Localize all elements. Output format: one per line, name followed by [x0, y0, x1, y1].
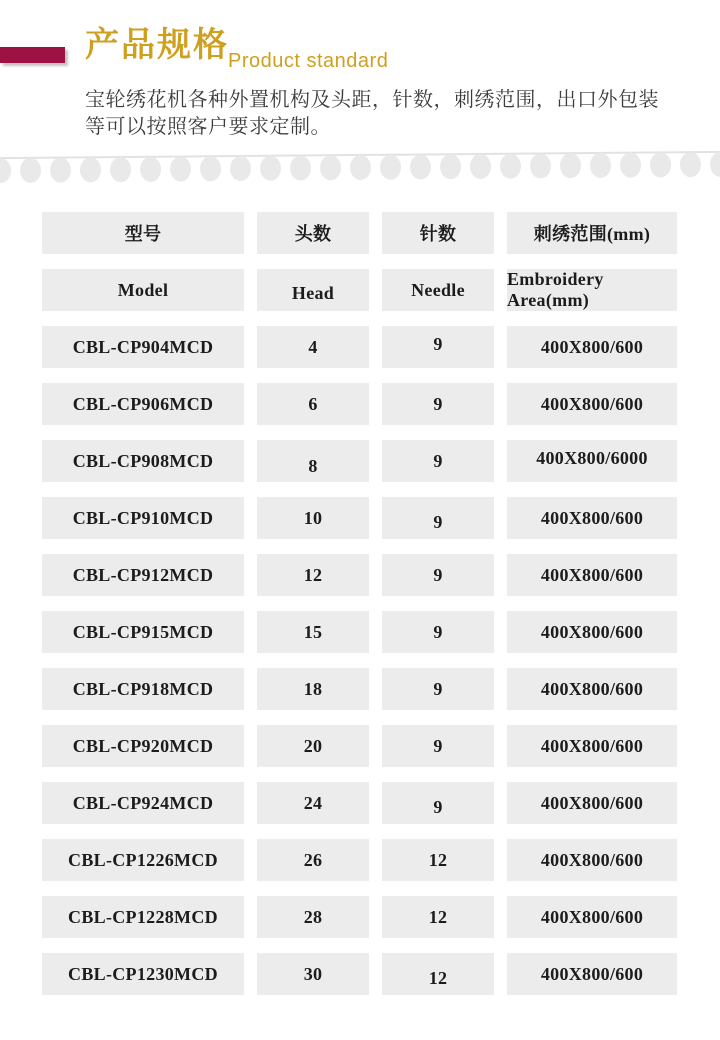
cell-needle: 12 — [382, 896, 494, 938]
cell-model: 型号 — [42, 212, 244, 254]
cell-head: 4 — [257, 326, 369, 368]
cell-head: 26 — [257, 839, 369, 881]
cell-needle: 9 — [382, 440, 494, 482]
table-row — [42, 497, 677, 539]
table-row — [42, 725, 677, 767]
cell-head: 30 — [257, 953, 369, 995]
page-subtitle: Product standard — [228, 50, 389, 72]
cell-needle: 9 — [382, 782, 494, 824]
accent-bar — [0, 47, 65, 63]
cell-needle: 9 — [382, 554, 494, 596]
cell-model: CBL-CP1230MCD — [42, 953, 244, 995]
table-header-row-zh — [42, 212, 677, 254]
table-row — [42, 611, 677, 653]
cell-area: 400X800/600 — [507, 326, 677, 368]
garland-bead — [680, 152, 701, 177]
cell-model: CBL-CP1228MCD — [42, 896, 244, 938]
cell-needle: Needle — [382, 269, 494, 311]
garland-bead — [50, 158, 71, 183]
garland-bead — [20, 158, 41, 183]
cell-area: 400X800/600 — [507, 497, 677, 539]
cell-head: 8 — [257, 440, 369, 482]
cell-needle: 9 — [382, 326, 494, 368]
garland-bead — [110, 157, 131, 182]
page-title: 产品规格 — [85, 26, 229, 64]
garland-bead — [80, 157, 101, 182]
garland-bead — [470, 154, 491, 179]
table-row — [42, 383, 677, 425]
garland-bead — [530, 153, 551, 178]
cell-head: Head — [257, 269, 369, 311]
cell-needle: 12 — [382, 839, 494, 881]
cell-model: CBL-CP906MCD — [42, 383, 244, 425]
cell-head: 头数 — [257, 212, 369, 254]
cell-head: 18 — [257, 668, 369, 710]
cell-area: 400X800/600 — [507, 953, 677, 995]
spec-table — [42, 212, 677, 995]
cell-head: 20 — [257, 725, 369, 767]
cell-model: CBL-CP924MCD — [42, 782, 244, 824]
garland-bead — [590, 153, 611, 178]
cell-needle: 9 — [382, 383, 494, 425]
cell-area: 400X800/600 — [507, 839, 677, 881]
cell-model: CBL-CP910MCD — [42, 497, 244, 539]
garland-bead — [620, 153, 641, 178]
cell-head: 10 — [257, 497, 369, 539]
garland-bead — [350, 155, 371, 180]
table-row — [42, 839, 677, 881]
garland-bead — [320, 155, 341, 180]
table-row — [42, 440, 677, 482]
garland-decoration — [0, 145, 720, 185]
cell-area: 400X800/600 — [507, 725, 677, 767]
garland-bead — [500, 154, 521, 179]
cell-model: CBL-CP915MCD — [42, 611, 244, 653]
cell-area: 刺绣范围(mm) — [507, 212, 677, 254]
cell-needle: 9 — [382, 725, 494, 767]
garland-bead — [260, 156, 281, 181]
cell-head: 28 — [257, 896, 369, 938]
cell-needle: 9 — [382, 668, 494, 710]
table-row — [42, 896, 677, 938]
cell-needle: 9 — [382, 611, 494, 653]
cell-area: 400X800/600 — [507, 611, 677, 653]
table-row — [42, 782, 677, 824]
table-row — [42, 953, 677, 995]
garland-bead — [380, 155, 401, 180]
cell-needle: 9 — [382, 497, 494, 539]
table-row — [42, 554, 677, 596]
cell-area: 400X800/600 — [507, 383, 677, 425]
cell-model: CBL-CP918MCD — [42, 668, 244, 710]
garland-bead — [230, 156, 251, 181]
cell-head: 12 — [257, 554, 369, 596]
cell-area: 400X800/6000 — [507, 440, 677, 482]
garland-bead — [290, 155, 311, 180]
cell-area: 400X800/600 — [507, 782, 677, 824]
garland-bead — [0, 158, 11, 183]
description-text: 宝轮绣花机各种外置机构及头距，针数，刺绣范围，出口外包装等可以按照客户要求定制。 — [85, 89, 659, 138]
garland-bead — [140, 157, 161, 182]
cell-head: 6 — [257, 383, 369, 425]
cell-model: Model — [42, 269, 244, 311]
cell-area: 400X800/600 — [507, 896, 677, 938]
garland-bead — [200, 156, 221, 181]
garland-bead — [560, 153, 581, 178]
cell-needle: 12 — [382, 953, 494, 995]
cell-model: CBL-CP904MCD — [42, 326, 244, 368]
cell-head: 24 — [257, 782, 369, 824]
cell-model: CBL-CP920MCD — [42, 725, 244, 767]
table-header-row-en — [42, 269, 677, 311]
garland-bead — [650, 152, 671, 177]
cell-needle: 针数 — [382, 212, 494, 254]
table-row — [42, 326, 677, 368]
cell-model: CBL-CP912MCD — [42, 554, 244, 596]
garland-bead — [170, 156, 191, 181]
cell-area: 400X800/600 — [507, 668, 677, 710]
cell-head: 15 — [257, 611, 369, 653]
cell-area: Embroidery Area(mm) — [507, 269, 677, 311]
garland-bead — [710, 152, 720, 177]
garland-bead — [410, 154, 431, 179]
cell-model: CBL-CP1226MCD — [42, 839, 244, 881]
table-row — [42, 668, 677, 710]
cell-area: 400X800/600 — [507, 554, 677, 596]
cell-model: CBL-CP908MCD — [42, 440, 244, 482]
garland-bead — [440, 154, 461, 179]
